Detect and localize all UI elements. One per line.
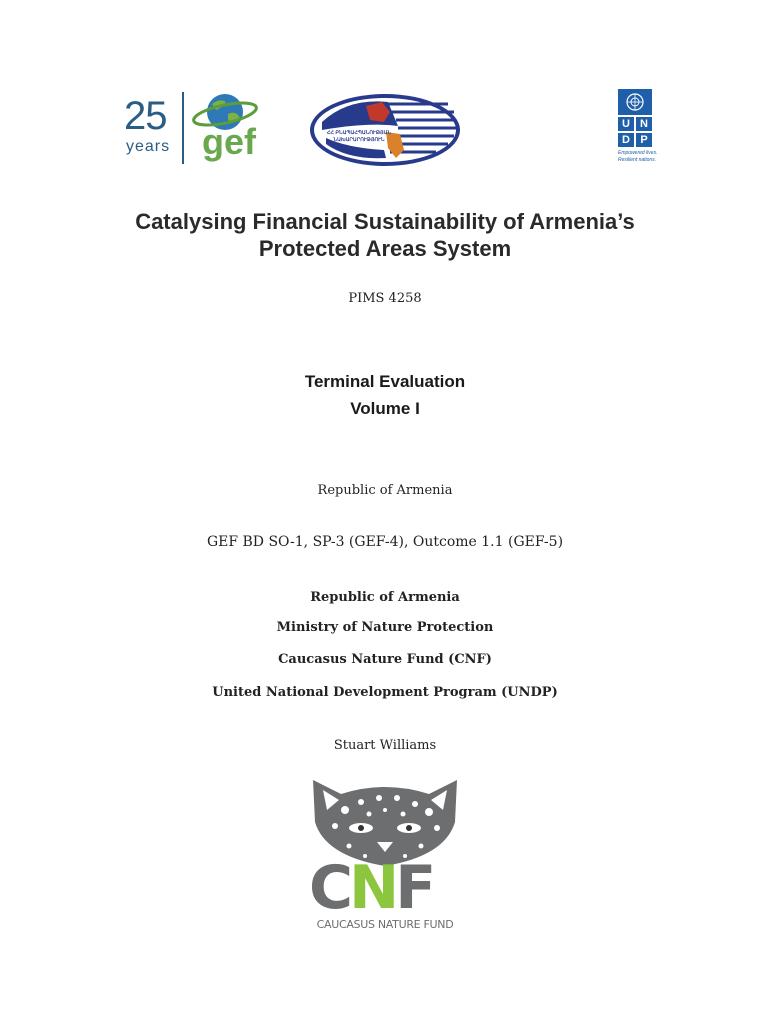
undp-letter-d: D <box>618 133 634 147</box>
ministry-logo <box>308 92 462 168</box>
cnf-letter-n: N <box>349 853 396 923</box>
gef-25-text: 25 <box>124 94 167 138</box>
gef-divider <box>182 92 184 164</box>
title-line-1: Catalysing Financial Sustainability of Armenia’s <box>135 209 635 234</box>
partner-4: United National Development Program (UNDP) <box>212 685 558 700</box>
pims-number: PIMS 4258 <box>348 291 422 306</box>
document-title <box>0 208 770 262</box>
cnf-letter-f: F <box>395 853 433 923</box>
undp-tagline-1: Empowered lives. <box>618 150 658 156</box>
gef-years-text: years <box>126 138 171 155</box>
cnf-letter-c: C <box>309 853 350 923</box>
undp-letter-u: U <box>618 117 634 131</box>
cnf-caption: CAUCASUS NATURE FUND <box>316 918 454 931</box>
partner-3: Caucasus Nature Fund (CNF) <box>278 652 492 667</box>
ministry-caption: ՀՀ ԲՆԱՊԱՀՊԱՆՈՒԹՅԱՆ ՆԱԽԱՐԱՐՈՒԹՅՈՒՆ <box>326 130 392 143</box>
cnf-letters <box>309 853 461 923</box>
gef-reference: GEF BD SO-1, SP-3 (GEF-4), Outcome 1.1 (GEF-5) <box>206 534 564 550</box>
un-emblem-box <box>618 89 652 115</box>
gef-logo <box>122 90 262 166</box>
report-type: Terminal Evaluation <box>304 372 466 391</box>
undp-letter-n: N <box>636 117 652 131</box>
undp-logo <box>618 89 658 167</box>
gef-brand-text: gef <box>202 121 256 162</box>
un-emblem-icon <box>625 92 645 112</box>
partner-2: Ministry of Nature Protection <box>276 620 494 635</box>
undp-tagline-2: Resilient nations. <box>618 157 657 163</box>
partner-1: Republic of Armenia <box>310 590 460 605</box>
cnf-logo <box>305 776 465 936</box>
country-label: Republic of Armenia <box>317 483 453 498</box>
volume-label: Volume I <box>350 399 420 418</box>
undp-letter-p: P <box>636 133 652 147</box>
author-name: Stuart Williams <box>333 738 437 753</box>
title-line-2: Protected Areas System <box>258 236 512 261</box>
